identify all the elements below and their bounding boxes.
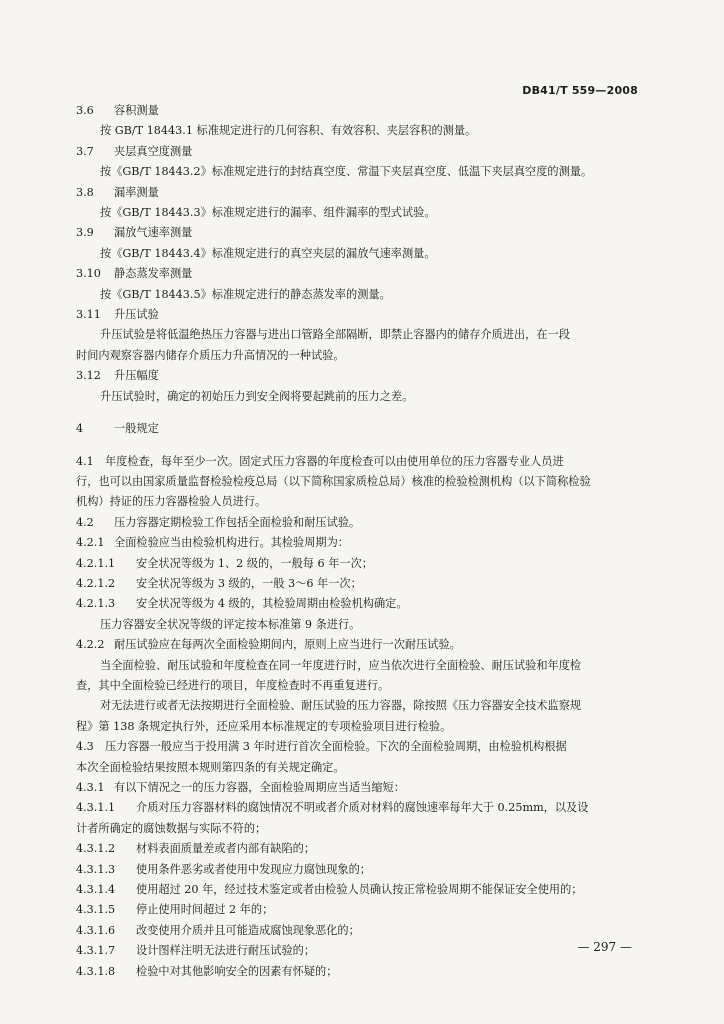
paragraph: 计者所确定的腐蚀数据与实际不符的； — [76, 821, 267, 835]
clause — [76, 554, 654, 574]
clause — [76, 635, 654, 655]
clause — [76, 533, 654, 553]
clause-text: 耐压试验应在每两次全面检验期间内，原则上应当进行一次耐压试验。 — [114, 638, 461, 652]
paragraph: 本次全面检验结果按照本规则第四条的有关规定确定。 — [76, 760, 345, 774]
clause-text: 压力容器定期检验工作包括全面检验和耐压试验。 — [114, 515, 361, 529]
paragraph: 行，也可以由国家质量监督检验检疫总局（以下简称国家质检总局）核准的检验检测机构（以下简称检验 — [76, 474, 591, 488]
clause-number: 4.3.1.8 — [76, 964, 116, 978]
clause-number: 4.3.1.5 — [76, 903, 116, 917]
section-title: 静态蒸发率测量 — [114, 267, 193, 281]
section-number: 3.11 — [76, 308, 101, 322]
clause-text: 停止使用时间超过 2 年的； — [136, 903, 274, 917]
chapter-title: 一般规定 — [114, 422, 159, 436]
paragraph: 对无法进行或者无法按期进行全面检验、耐压试验的压力容器，除按照《压力容器安全技术监察规 — [100, 699, 582, 713]
paragraph: 按《GB/T 18443.2》标准规定进行的封结真空度、常温下夹层真空度、低温下夹层真空度的测量。 — [100, 165, 593, 179]
clause-text: 全面检验应当由检验机构进行。其检验周期为： — [114, 536, 349, 550]
clause-text: 安全状况等级为 3 级的，一般 3～6 年一次； — [136, 576, 362, 590]
clause-number: 4.2.1 — [76, 536, 105, 550]
clause — [76, 900, 654, 920]
clause — [76, 778, 654, 798]
paragraph: 压力容器安全状况等级的评定按本标准第 9 条进行。 — [100, 617, 361, 631]
clause — [76, 839, 654, 859]
clause — [76, 513, 654, 533]
section-number: 3.7 — [76, 144, 94, 158]
paragraph: 当全面检验、耐压试验和年度检查在同一年度进行时，应当依次进行全面检验、耐压试验和年度检 — [100, 658, 582, 672]
paragraph: 查，其中全面检验已经进行的项目，年度检查时不再重复进行。 — [76, 678, 390, 692]
clause-text: 安全状况等级为 1、2 级的，一般每 6 年一次； — [136, 556, 373, 570]
section-heading — [76, 142, 654, 162]
clause — [76, 941, 654, 961]
paragraph: 按《GB/T 18443.5》标准规定进行的静态蒸发率的测量。 — [100, 287, 391, 301]
clause-text: 安全状况等级为 4 级的，其检验周期由检验机构确定。 — [136, 597, 408, 611]
section-number: 3.8 — [76, 185, 94, 199]
section-title: 漏率测量 — [114, 185, 159, 199]
clause — [76, 594, 654, 614]
spacer — [76, 440, 654, 452]
clause — [76, 921, 654, 941]
clause-number: 4.3.1 — [76, 781, 105, 794]
clause-text: 介质对压力容器材料的腐蚀情况不明或者介质对材料的腐蚀速率每年大于 0.25mm，以及设 — [136, 801, 589, 815]
clause — [76, 574, 654, 594]
paragraph: 按《GB/T 18443.4》标准规定进行的真空夹层的漏放气速率测量。 — [100, 246, 436, 260]
section-heading — [76, 366, 654, 386]
section-number: 3.6 — [76, 104, 94, 117]
clause — [76, 880, 654, 900]
clause — [76, 962, 654, 982]
chapter-heading — [76, 419, 654, 439]
paragraph: 机构）持证的压力容器检验人员进行。 — [76, 495, 267, 509]
standard-code: DB41/T 559—2008 — [522, 84, 638, 97]
section-heading — [76, 223, 654, 243]
clause-text: 使用超过 20 年，经过技术鉴定或者由检验人员确认按正常检验周期不能保证安全使用的； — [136, 883, 583, 897]
clause-text: 材料表面质量差或者内部有缺陷的； — [136, 842, 316, 856]
clause-number: 4.2.2 — [76, 638, 105, 652]
clause-number: 4.2.1.3 — [76, 597, 116, 611]
clause-number: 4.3.1.2 — [76, 842, 116, 856]
clause — [76, 860, 654, 880]
section-title: 升压幅度 — [114, 369, 159, 383]
clause — [76, 798, 654, 818]
chapter-number: 4 — [76, 422, 84, 436]
paragraph: 时间内观察容器内储存介质压力升高情况的一种试验。 — [76, 348, 345, 362]
section-title: 容积测量 — [114, 104, 159, 117]
clause-number: 4.3.1.6 — [76, 923, 116, 937]
paragraph: 按《GB/T 18443.3》标准规定进行的漏率、组件漏率的型式试验。 — [100, 206, 436, 220]
clause-number: 4.2.1.2 — [76, 576, 116, 590]
section-title: 升压试验 — [114, 308, 159, 322]
section-heading — [76, 101, 654, 121]
clause-text: 使用条件恶劣或者使用中发现应力腐蚀现象的； — [136, 862, 371, 876]
section-number: 3.12 — [76, 369, 101, 383]
paragraph: 程》第 138 条规定执行外，还应采用本标准规定的专项检验项目进行检验。 — [76, 719, 452, 733]
section-number: 3.9 — [76, 226, 94, 240]
clause-number: 4.3.1.1 — [76, 801, 116, 815]
section-heading — [76, 264, 654, 284]
page-number: — 297 — — [577, 940, 632, 954]
paragraph: 4.3 压力容器一般应当于投用满 3 年时进行首次全面检验。下次的全面检验周期，由检验机构根据 — [76, 740, 567, 754]
section-title: 夹层真空度测量 — [114, 144, 193, 158]
spacer — [76, 407, 654, 419]
paragraph: 升压试验是将低温绝热压力容器与进出口管路全部隔断，即禁止容器内的储存介质进出，在一段 — [100, 328, 570, 342]
clause-text: 检验中对其他影响安全的因素有怀疑的； — [136, 964, 338, 978]
paragraph: 升压试验时，确定的初始压力到安全阀将要起跳前的压力之差。 — [100, 389, 414, 403]
clause-number: 4.3.1.7 — [76, 944, 116, 958]
clause-number: 4.2.1.1 — [76, 556, 116, 570]
section-heading — [76, 305, 654, 325]
clause-number: 4.3.1.3 — [76, 862, 116, 876]
clause-text: 有以下情况之一的压力容器，全面检验周期应当适当缩短： — [114, 781, 405, 794]
clause-number: 4.3.1.4 — [76, 883, 116, 897]
clause-text: 设计图样注明无法进行耐压试验的； — [136, 944, 316, 958]
section-title: 漏放气速率测量 — [114, 226, 193, 240]
paragraph: 4.1 年度检查，每年至少一次。固定式压力容器的年度检查可以由使用单位的压力容器专业人员进 — [76, 454, 564, 468]
clause-number: 4.2 — [76, 515, 94, 529]
section-number: 3.10 — [76, 267, 101, 281]
clause-text: 改变使用介质并且可能造成腐蚀现象恶化的； — [136, 923, 360, 937]
document-body — [76, 101, 654, 982]
section-heading — [76, 183, 654, 203]
paragraph: 按 GB/T 18443.1 标准规定进行的几何容积、有效容积、夹层容积的测量。 — [100, 124, 477, 138]
